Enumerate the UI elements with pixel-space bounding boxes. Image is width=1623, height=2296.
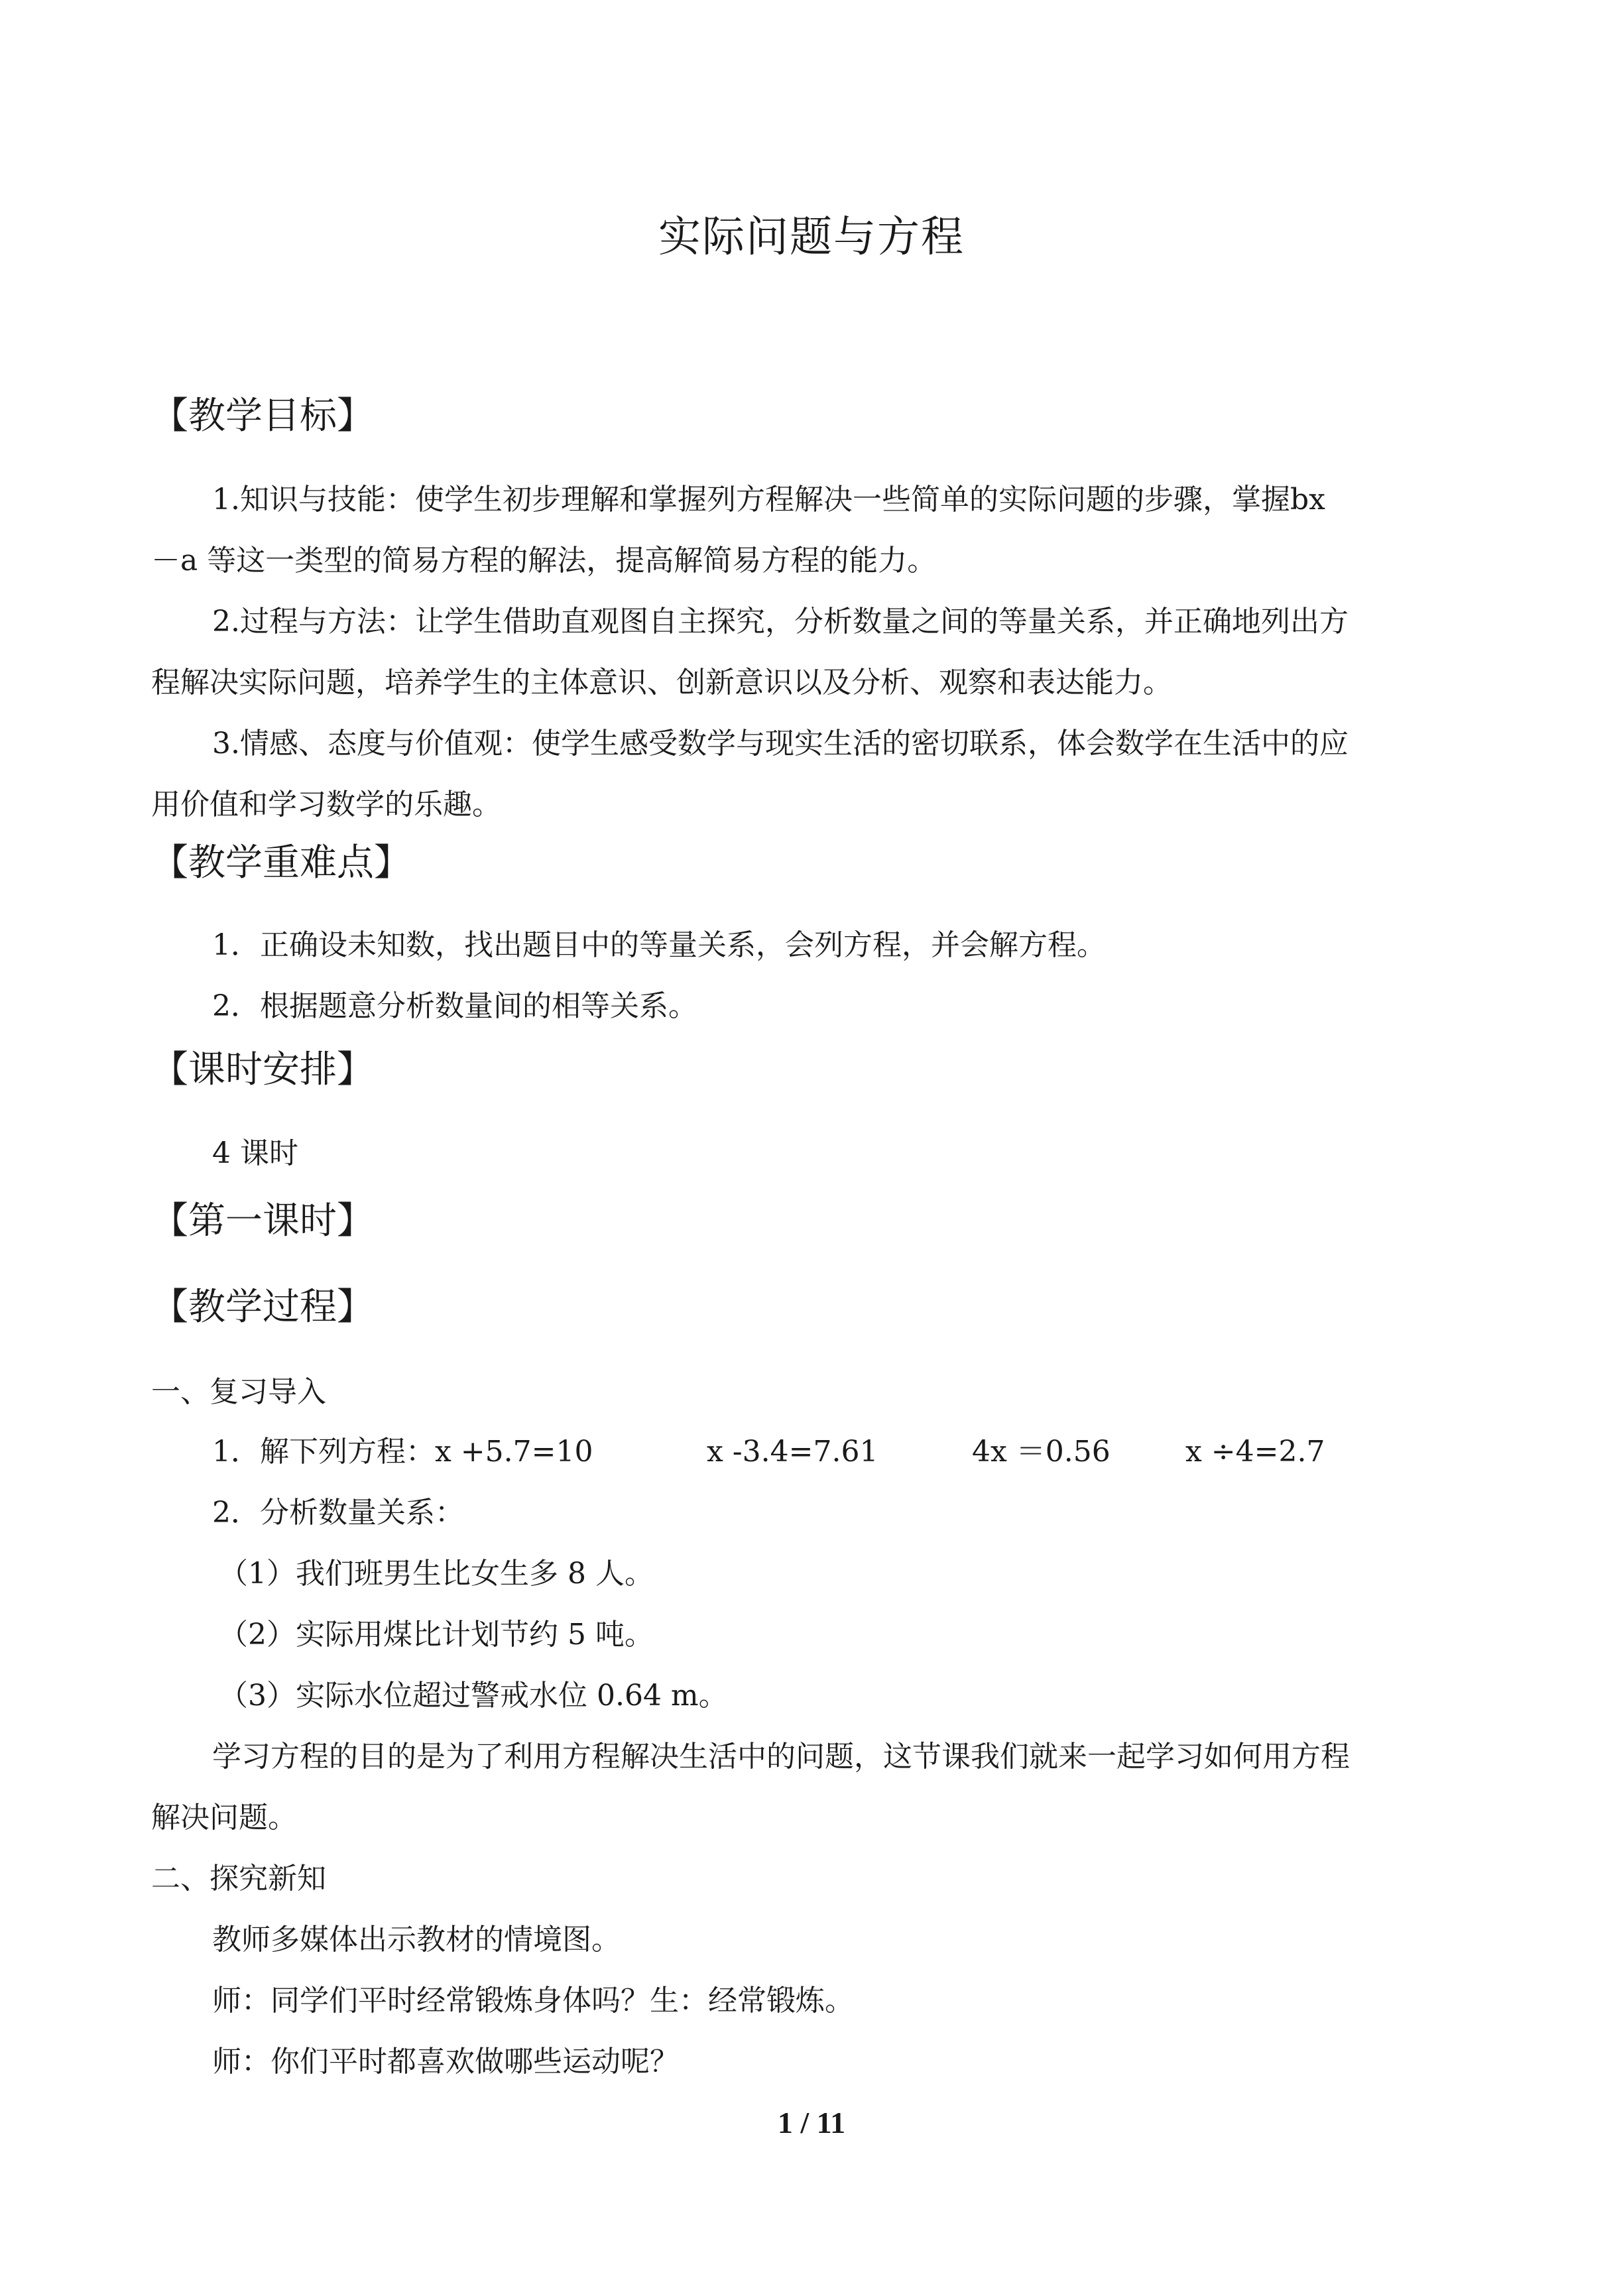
analyze-label: 2．分析数量关系： xyxy=(212,1496,464,1530)
heading-schedule: 【课时安排】 xyxy=(151,1048,374,1091)
heading-key-points: 【教学重难点】 xyxy=(151,841,411,884)
goal-1-line-1: 1.知识与技能：使学生初步理解和掌握列方程解决一些简单的实际问题的步骤，掌握bx xyxy=(212,483,1325,516)
part-2-title: 二、探究新知 xyxy=(151,1862,326,1896)
goal-3-line-1: 3.情感、态度与价值观：使学生感受数学与现实生活的密切联系，体会数学在生活中的应 xyxy=(212,727,1349,760)
goal-3-line-2: 用价值和学习数学的乐趣。 xyxy=(151,788,501,821)
relation-3: （3）实际水位超过警戒水位 0.64 m。 xyxy=(219,1679,728,1713)
show-scene-text: 教师多媒体出示教材的情境图。 xyxy=(212,1923,621,1957)
key-point-2: 2．根据题意分析数量间的相等关系。 xyxy=(212,989,697,1023)
dialog-line-1: 师：同学们平时经常锻炼身体吗？生：经常锻炼。 xyxy=(212,1984,854,2018)
page-title: 实际问题与方程 xyxy=(658,213,965,262)
relation-1: （1）我们班男生比女生多 8 人。 xyxy=(219,1557,654,1591)
purpose-line-1: 学习方程的目的是为了利用方程解决生活中的问题，这节课我们就来一起学习如何用方程 xyxy=(212,1740,1350,1774)
schedule-text: 4 课时 xyxy=(212,1136,298,1170)
equation-3: 4x ＝0.56 xyxy=(972,1435,1111,1469)
page-indicator: 1 / 11 xyxy=(777,2106,846,2140)
key-point-1: 1．正确设未知数，找出题目中的等量关系，会列方程，并会解方程。 xyxy=(212,928,1106,962)
equation-4: x ÷4=2.7 xyxy=(1185,1435,1325,1469)
purpose-line-2: 解决问题。 xyxy=(151,1801,297,1835)
relation-2: （2）实际用煤比计划节约 5 吨。 xyxy=(219,1618,654,1652)
equation-2: x -3.4=7.61 xyxy=(707,1435,878,1469)
heading-goals: 【教学目标】 xyxy=(151,394,374,438)
goal-2-line-2: 程解决实际问题，培养学生的主体意识、创新意识以及分析、观察和表达能力。 xyxy=(151,666,1172,699)
heading-process: 【教学过程】 xyxy=(151,1286,374,1329)
part-1-title: 一、复习导入 xyxy=(151,1375,326,1409)
goal-1-line-2: －a 等这一类型的简易方程的解法，提高解简易方程的能力。 xyxy=(151,544,937,577)
solve-equations-label: 1．解下列方程：x +5.7=10 xyxy=(212,1435,593,1469)
dialog-line-2: 师：你们平时都喜欢做哪些运动呢？ xyxy=(212,2045,679,2079)
heading-lesson-1: 【第一课时】 xyxy=(151,1199,374,1242)
goal-2-line-1: 2.过程与方法：让学生借助直观图自主探究，分析数量之间的等量关系，并正确地列出方 xyxy=(212,605,1349,638)
